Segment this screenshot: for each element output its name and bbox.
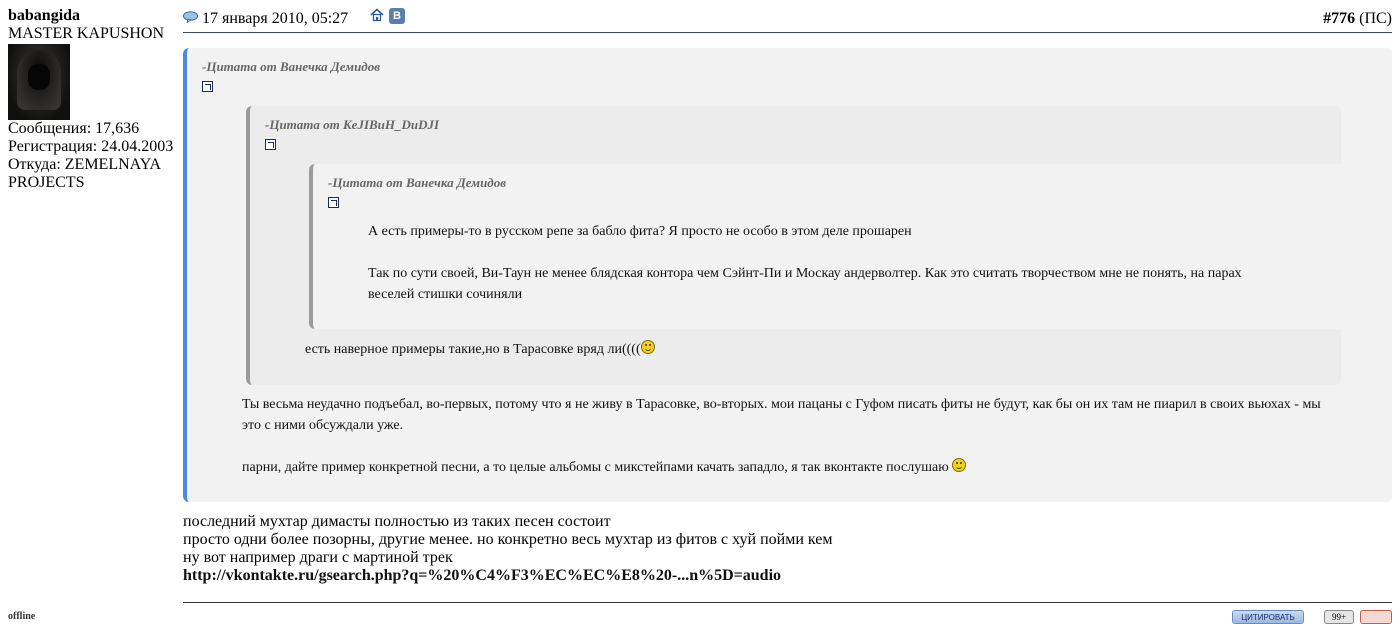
post-footer [183,602,1392,623]
quote-block-mid [246,106,1341,385]
quote-link-icon[interactable] [202,81,213,92]
quote-header: -Цитата от KeJIBuH_DuDJI [265,117,440,132]
author-location-cont: PROJECTS [8,174,85,191]
post-text: последний мухтар димасты полностью из таких песен состоит [183,513,611,530]
smiley-icon [952,458,966,472]
quote-text: Ты весьма неудачно подъебал, во-первых, потому что я не живу в Тарасовке, во-вторых. мои пацаны с Гуфом писать фиты не будут, как бы он их там не пиарил в своих вьюхах - мы [242,397,1321,412]
quote-text: Так по сути своей, Ви-Таун не менее блядская контора чем Сэйнт-Пи и Москау андерволтер. Как это считать творчеством мне не понять, на парах [368,266,1242,281]
quote-text-content: есть наверное примеры такие,но в Тарасовке вряд ли(((( [305,342,641,357]
post-number-value: #776 [1323,10,1356,27]
avatar-face [28,64,50,90]
author-post-count: Сообщения: 17,636 [8,120,140,137]
quote-header: -Цитата от Ванечка Демидов [328,175,507,190]
quote-header: -Цитата от Ванечка Демидов [202,59,381,74]
post [183,0,1392,622]
home-icon[interactable] [370,8,384,22]
post-body [183,513,833,585]
post-bubble-icon [183,11,198,23]
post-date: 17 января 2010, 05:27 [202,10,349,27]
quote-block-outer [183,48,1392,502]
status-badge: offline [8,611,36,622]
post-link[interactable]: http://vkontakte.ru/gsearch.php?q=%20%C4%F3%EC%EC%E8%20-...n%5D=audio [183,567,782,584]
post-text: ну вот например драги с мартиной трек [183,549,453,566]
author-location: Откуда: ZEMELNAYA [8,156,162,173]
post-number-suffix: (ПС) [1359,10,1392,27]
avatar[interactable] [8,44,70,120]
quote-text: веселей стишки сочиняли [368,287,523,302]
author-title: MASTER KAPUSHON [8,25,165,42]
post-text: просто одни более позорны, другие менее. но конкретно весь мухтар из фитов с хуй пойми кем [183,531,833,548]
quote-text: это с ними обсуждали уже. [242,418,404,433]
post-header [183,0,1392,33]
quote-text [242,457,966,478]
quote-block-inner [309,164,1345,329]
quote-link-icon[interactable] [328,197,339,208]
author-registration: Регистрация: 24.04.2003 [8,138,174,155]
quote-text-content: парни, дайте пример конкретной песни, а то целые альбомы с микстейпами качать западло, я так вконтакте послушаю [242,460,949,475]
post-number[interactable] [1323,10,1392,28]
quote-button[interactable]: ЦИТИРОВАТЬ [1232,610,1304,624]
author-sidebar [8,7,178,192]
quote-text: А есть примеры-то в русском репе за бабло фита? Я просто не особо в этом деле прошарен [368,224,912,239]
author-username[interactable]: babangida [8,7,81,24]
vk-icon[interactable]: В [389,8,405,24]
multi-quote-button[interactable]: 99+ [1324,610,1354,624]
smiley-icon [641,340,655,354]
quote-text [305,339,655,360]
quote-link-icon[interactable] [265,139,276,150]
